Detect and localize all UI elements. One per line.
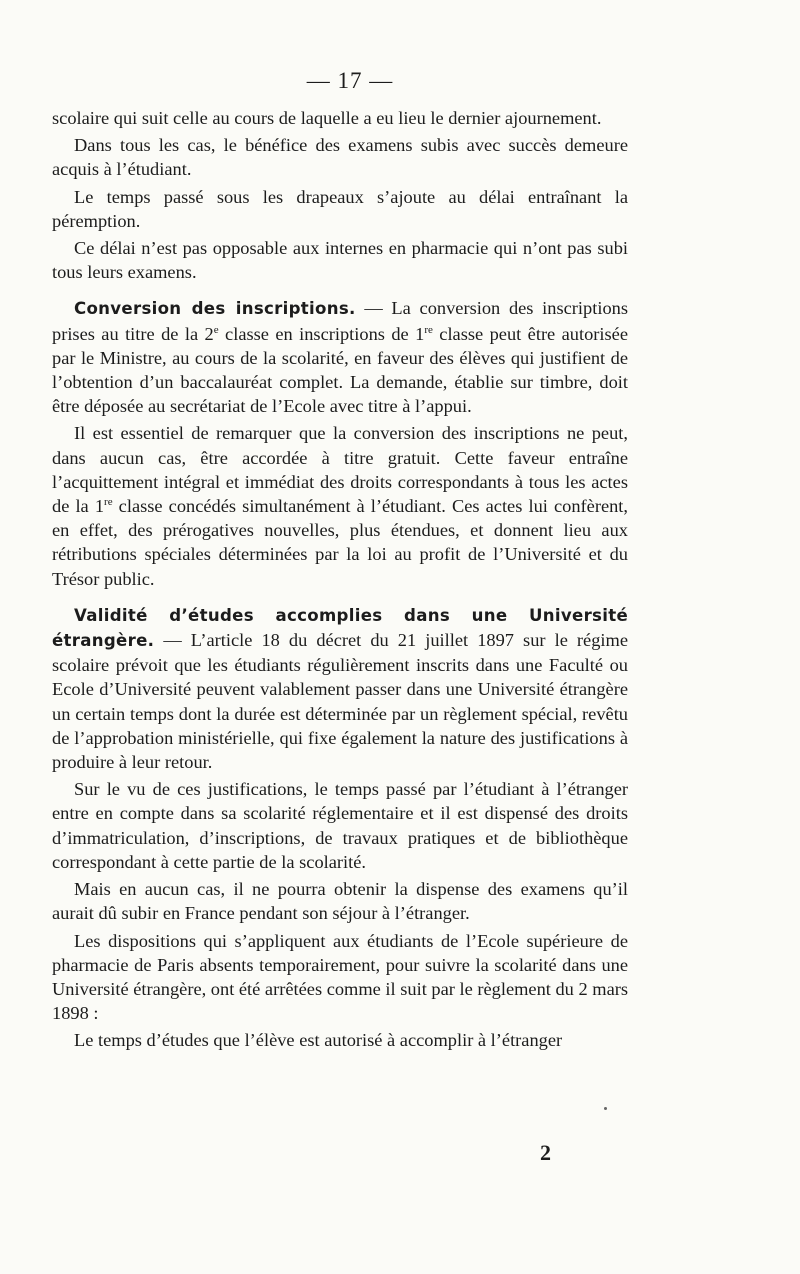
paragraph-temps-etudes: Le temps d’études que l’élève est autorisé à accomplir à l’étranger — [74, 1030, 563, 1051]
paragraph-justifications: Sur le vu de ces justifications, le temps passé par l’étudiant à l’étranger entre en compte dans sa scolarité réglementaire et il est dispensé des droits d’immatriculation, d’inscriptions, de travaux pratiques et de bibliothèque correspondant à cette partie de la scolarité. — [52, 779, 628, 872]
ink-speck — [604, 1107, 607, 1110]
section-conversion — [52, 296, 628, 590]
page-body — [52, 68, 628, 1053]
signature-mark: 2 — [540, 1140, 551, 1165]
paragraph-dispense-examens: Mais en aucun cas, il ne pourra obtenir la dispense des examens qu’il aurait dû subir en France pendant son séjour à l’étranger. — [52, 879, 628, 924]
section-validite — [52, 603, 628, 1053]
paragraph-validite-intro: Validité d’études accomplies dans une Université étrangère. — L’article 18 du décret du 21 juillet 1897 sur le régime scolaire prévoit que les étudiants régulièrement inscrits dans une Faculté ou Ecole d’Université peuvent valablement passer dans une Université étrangère un certain temps dont la durée est déterminée par un règlement spécial, revêtu de l’approbation ministérielle, qui fixe également la nature des justifications à produire à leur retour. — [52, 605, 628, 773]
paragraph-continuation: scolaire qui suit celle au cours de laquelle a eu lieu le dernier ajournement. — [52, 108, 602, 128]
page-number: — 17 — — [306, 68, 394, 93]
paragraph-dispositions: Les dispositions qui s’appliquent aux étudiants de l’Ecole supérieure de pharmacie de Paris absents temporairement, pour suivre la scolarité dans une Université étrangère, ont été arrêtées comme il suit par le règlement du 2 mars 1898 : — [52, 930, 629, 1024]
paragraph-drapeaux: Le temps passé sous les drapeaux s’ajoute au délai entraînant la péremption. — [52, 186, 628, 231]
paragraph-conversion-gratuit: Il est essentiel de remarquer que la conversion des inscriptions ne peut, dans aucun cas, être accordée à titre gratuit. Cette faveur entraîne l’acquittement intégral et immédiat des droits correspondants à tous les actes de la 1re classe concédés simultanément à l’étudiant. Ces actes lui confèrent, en effet, des prérogatives nouvelles, plus étendues, et donnent lieu aux rétributions spéciales déterminées par la loi au profit de l’Université et du Trésor public. — [52, 423, 629, 589]
paragraph-conversion-intro: Conversion des inscriptions. — La conversion des inscriptions prises au titre de la 2e classe en inscriptions de 1re classe peut être autorisée par le Ministre, au cours de la scolarité, en faveur des élèves qui justifient de l’obtention d’un baccalauréat complet. La demande, établie sur timbre, doit être déposée au secrétariat de l’Ecole avec titre à l’appui. — [52, 298, 629, 417]
section-heading-conversion: Conversion des inscriptions. — [74, 299, 356, 319]
paragraph-internes: Ce délai n’est pas opposable aux internes en pharmacie qui n’ont pas subi tous leurs examens. — [52, 238, 628, 283]
paragraph-benefice: Dans tous les cas, le bénéfice des examens subis avec succès demeure acquis à l’étudiant. — [52, 135, 628, 180]
section-heading-validite: Validité d’études accomplies dans une Université étrangère. — [52, 605, 628, 651]
